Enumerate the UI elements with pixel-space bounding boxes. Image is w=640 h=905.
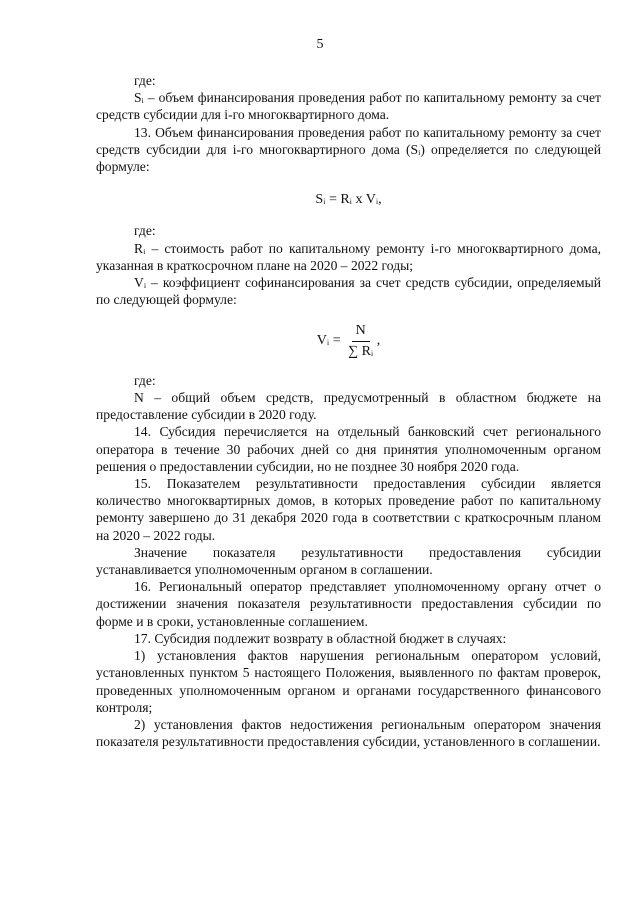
formula-vi-tail: , bbox=[376, 333, 381, 349]
paragraph-item-17: 17. Субсидия подлежит возврату в областной бюджет в случаях: bbox=[134, 630, 507, 646]
paragraph-item-16: 16. Региональный оператор представляет уполномоченному органу отчет о достижении значения показателя результативности предоставления субсидии по форме и в сроки, установленные соглашением. bbox=[96, 579, 601, 629]
paragraph-ri-definition: Rᵢ – стоимость работ по капитальному ремонту i-го многоквартирного дома, указанная в краткосрочном плане на 2020 – 2022 годы; bbox=[96, 240, 601, 273]
paragraph-indicator-value: Значение показателя результативности предоставления субсидии устанавливается уполномоченным органом в соглашении. bbox=[96, 544, 601, 578]
paragraph-item-15: 15. Показателем результативности предоставления субсидии является количество многоквартирных домов, в которых проведение работ по капитальному ремонту завершено до 31 декабря 2020 года в соответствии с краткосрочным планом на 2020 – 2022 годы. bbox=[96, 476, 601, 543]
paragraph-where-2: где: bbox=[134, 223, 156, 239]
formula-vi-lhs: Vᵢ = bbox=[316, 333, 341, 349]
formula-vi-fraction bbox=[348, 322, 373, 359]
paragraph-item-13: 13. Объем финансирования проведения работ по капитальному ремонту за счет средств субсидии для i-го многоквартирного дома (Sᵢ) определяется по следующей формуле: bbox=[96, 124, 601, 175]
paragraph-n-definition: N – общий объем средств, предусмотренный в областном бюджете на предоставление субсидии в 2020 году. bbox=[96, 390, 601, 423]
paragraph-si-definition: Sᵢ – объем финансирования проведения работ по капитальному ремонту за счет средств субсидии для i-го многоквартирного дома. bbox=[96, 90, 601, 123]
formula-vi bbox=[96, 322, 601, 359]
paragraph-where-3: где: bbox=[134, 372, 156, 388]
formula-si-text: Sᵢ = Rᵢ x Vᵢ, bbox=[315, 192, 382, 208]
formula-vi-numerator: N bbox=[352, 322, 370, 341]
paragraph-item-17-case-2: 2) установления фактов недостижения региональным оператором значения показателя результативности предоставления субсидии, установленного в соглашении. bbox=[96, 716, 601, 750]
paragraph-vi-definition: Vᵢ – коэффициент софинансирования за счет средств субсидии, определяемый по следующей формуле: bbox=[96, 275, 601, 308]
document-body bbox=[96, 72, 601, 750]
formula-si bbox=[96, 191, 601, 208]
page-number: 5 bbox=[316, 37, 324, 52]
paragraph-item-14: 14. Субсидия перечисляется на отдельный банковский счет регионального оператора в течение 30 рабочих дней со дня принятия уполномоченным органом решения о предоставлении субсидии, но не позднее 30 ноября 2020 года. bbox=[96, 424, 601, 474]
paragraph-where-1: где: bbox=[134, 73, 156, 88]
formula-vi-denominator: ∑ Rᵢ bbox=[348, 343, 374, 359]
paragraph-item-17-case-1: 1) установления фактов нарушения региональным оператором условий, установленных пунктом 5 настоящего Положения, выявленного по фактам проверок, проведенных уполномоченным органом и органами государственного финансового контроля; bbox=[96, 648, 601, 715]
